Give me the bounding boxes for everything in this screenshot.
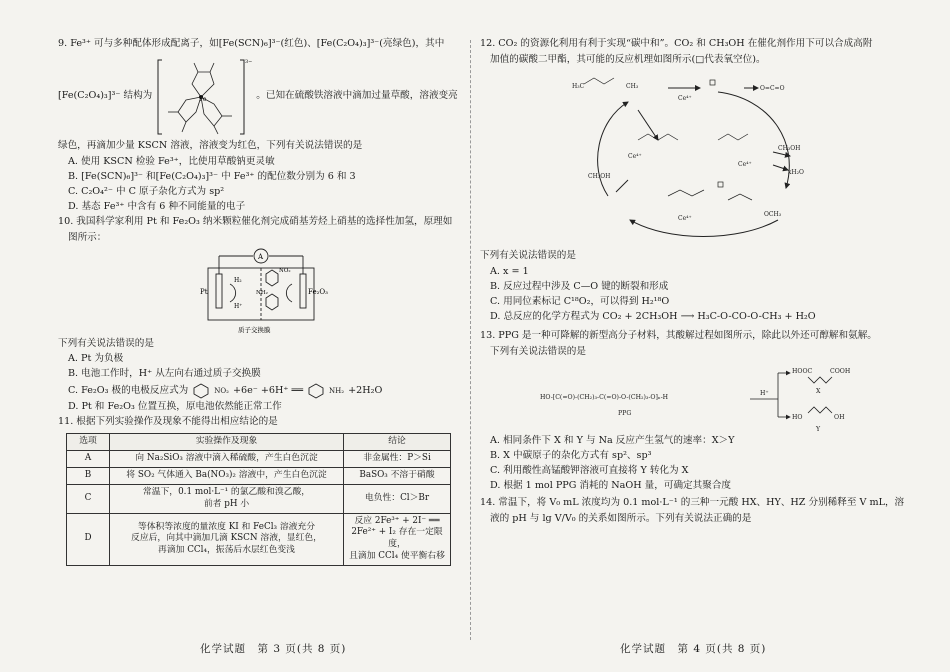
benzene-ring-icon <box>307 383 325 399</box>
ppg-hydrolysis-figure <box>538 361 848 433</box>
row-b-option: B <box>67 467 110 484</box>
row-d-con-line-2: 2Fe²⁺ + I₂ 存在一定限度， <box>351 527 443 550</box>
right-page <box>480 38 905 529</box>
q13-option-c: C. 利用酸性高锰酸钾溶液可直接将 Y 转化为 X <box>490 465 689 477</box>
row-b-conclusion: BaSO₃ 不溶于硝酸 <box>344 467 451 484</box>
header-option: 选项 <box>67 434 110 451</box>
table-row <box>67 513 451 566</box>
q10-option-c-nh2: NH₂ <box>329 386 345 395</box>
q10-stem-1: 10. 我国科学家利用 Pt 和 Fe₂O₃ 纳米颗粒催化剂完成硝基芳烃上硝基的选择性加氢，原理如 <box>58 215 453 227</box>
ch3oh-left-label: CH₃OH <box>587 172 610 180</box>
q14-stem-1: 14. 常温下，将 V₀ mL 浓度均为 0.1 mol·L⁻¹ 的三种一元酸 HX、HY、HZ 分别稀释至 V mL，溶 <box>480 497 905 509</box>
row-c-op-line-2: 前者 pH 小 <box>203 498 250 509</box>
q10-option-b: B. 电池工作时，H⁺ 从左向右通过质子交换膜 <box>68 368 261 380</box>
q12-lead: 下列有关说法错误的是 <box>480 249 576 261</box>
q9-stem-1: 9. Fe³⁺ 可与多种配体形成配离子，如[Fe(SCN)₆]³⁻(红色)、[Fe(C₂O₄)₃]³⁻(亮绿色)，其中 <box>58 38 445 49</box>
row-d-conclusion <box>344 513 451 566</box>
q14-stem-2: 液的 pH 与 lg V/V₀ 的关系如图所示。下列有关说法正确的是 <box>490 513 752 525</box>
q9-stem-4: 绿色，再滴加少量 KSCN 溶液，溶液变为红色，下列有关说法错误的是 <box>58 139 363 151</box>
row-a-operation: 向 Na₂SiO₃ 溶液中滴入稀硫酸，产生白色沉淀 <box>110 451 344 468</box>
row-a-option: A <box>67 451 110 468</box>
q10-option-a: A. Pt 为负极 <box>68 353 124 365</box>
row-a-conclusion: 非金属性：P＞Si <box>344 451 451 468</box>
ce-site-bottom: Ce⁴⁺ <box>677 214 692 222</box>
product-ch3: CH₃ <box>625 82 638 90</box>
q10-option-d: D. Pt 和 Fe₂O₃ 位置互换，原电池依然能正常工作 <box>68 401 282 413</box>
q13-option-a: A. 相同条件下 X 和 Y 与 Na 反应产生氢气的速率：X＞Y <box>490 435 735 447</box>
q12-stem-2: 加值的碳酸二甲酯，其可能的反应机理如图所示(□代表氧空位)。 <box>490 53 766 65</box>
row-d-operation <box>110 513 344 566</box>
pt-label: Pt <box>199 287 208 296</box>
hplus-label: H⁺ <box>233 302 242 310</box>
q12-option-c: C. 用同位素标记 C¹⁸O₂，可以得到 H₂¹⁸O <box>490 295 670 307</box>
row-c-operation <box>110 484 344 513</box>
table-row <box>67 451 451 468</box>
y-ho: HO <box>791 414 802 422</box>
x-label: X <box>815 388 820 396</box>
q12-option-b: B. 反应过程中涉及 C—O 键的断裂和形成 <box>490 280 669 292</box>
row-c-conclusion: 电负性：Cl＞Br <box>344 484 451 513</box>
row-d-con-line-3: 且滴加 CCl₄ 使平衡右移 <box>349 551 445 562</box>
fe2o3-label: Fe₂O₃ <box>307 287 328 296</box>
q10-lead: 下列有关说法错误的是 <box>58 337 154 349</box>
q9-stem-3: 。已知在硫酸铁溶液中滴加过量草酸，溶液变亮 <box>256 90 458 102</box>
right-page-footer: 化学试题 第 4 页(共 8 页) <box>620 643 767 655</box>
q9-structure-line <box>58 54 463 140</box>
q9-option-c: C. C₂O₄²⁻ 中 C 原子杂化方式为 sp² <box>68 185 225 197</box>
q11-experiment-table <box>66 433 451 566</box>
table-row <box>67 484 451 513</box>
nh2-label: NH₂ <box>255 289 268 296</box>
q12-option-d: D. 总反应的化学方程式为 CO₂ + 2CH₃OH ⟶ H₃C-O-CO-O-CH₃ + H₂O <box>490 310 816 322</box>
q12-stem-1: 12. CO₂ 的资源化利用有利于实现“碳中和”。CO₂ 和 CH₃OH 在催化剂作用下可以合成高附 <box>480 38 873 49</box>
y-oh: OH <box>833 414 844 422</box>
co2-label: O=C=O <box>759 84 784 92</box>
row-c-option: C <box>67 484 110 513</box>
ppg-label: PPG <box>617 410 631 418</box>
row-c-op-line-1: 常温下，0.1 mol·L⁻¹ 的氯乙酸和溴乙酸， <box>142 486 311 497</box>
row-d-op-line-3: 再滴加 CCl₄，振荡后水层红色变浅 <box>158 545 295 556</box>
hplus-catalyst: H⁺ <box>759 390 769 398</box>
header-conclusion: 结论 <box>344 434 451 451</box>
q9-option-b: B. [Fe(SCN)₆]³⁻ 和[Fe(C₂O₄)₃]³⁻ 中 Fe³⁺ 的配位数分别为 6 和 3 <box>68 170 356 182</box>
left-page-footer: 化学试题 第 3 页(共 8 页) <box>200 643 347 655</box>
product-h3c: H₃C <box>571 82 584 90</box>
page-divider <box>470 40 471 640</box>
table-row <box>67 467 451 484</box>
q10-option-c-mid: +6e⁻ +6H⁺ ══ <box>232 384 304 396</box>
q10-option-c-end: +2H₂O <box>348 384 383 396</box>
ch3oh-right-label: CH₃OH <box>777 144 800 152</box>
left-page <box>58 38 463 566</box>
q10-option-c <box>68 383 463 399</box>
och3-label: OCH₃ <box>763 210 781 218</box>
x-cooh: COOH <box>829 368 850 376</box>
y-label: Y <box>815 426 820 434</box>
membrane-label: 质子交换膜 <box>237 325 270 334</box>
q13-lead: 下列有关说法错误的是 <box>490 345 586 357</box>
no2-label: NO₂ <box>278 267 291 274</box>
row-d-op-line-1: 等体积等浓度的量浓度 KI 和 FeCl₃ 溶液充分 <box>137 521 316 532</box>
ammeter-label: A <box>257 252 263 261</box>
q9-option-d: D. 基态 Fe³⁺ 中含有 6 种不同能量的电子 <box>68 200 246 212</box>
header-operation: 实验操作及现象 <box>110 434 344 451</box>
q13-stem: 13. PPG 是一种可降解的新型高分子材料，其酸解过程如图所示，除此以外还可醇解和氨解。 <box>480 329 877 341</box>
struct-charge: 3− <box>245 58 253 65</box>
h2-label: H₂ <box>233 276 242 284</box>
q11-stem: 11. 根据下列实验操作及现象不能得出相应结论的是 <box>58 416 278 428</box>
ce-site-left: Ce⁴⁺ <box>627 152 642 160</box>
q9-option-a: A. 使用 KSCN 检验 Fe³⁺，比使用草酸钠更灵敏 <box>68 155 275 167</box>
ce-site-right: Ce⁴⁺ <box>737 160 752 168</box>
fe-oxalate-structure <box>156 54 252 140</box>
catalytic-cycle-figure <box>568 70 818 248</box>
ce-site-top: Ce⁴⁺ <box>677 94 692 102</box>
ppg-formula: HO-[C(=O)-(CH₂)₃-C(=O)-O-(CH₂)₃-O]ₙ-H <box>539 394 668 402</box>
q10-stem-2: 图所示： <box>68 231 107 243</box>
q10-option-c-no2: NO₂ <box>214 386 229 395</box>
q12-option-a: A. x = 1 <box>490 265 529 277</box>
q13-option-b: B. X 中碳原子的杂化方式有 sp²、sp³ <box>490 450 652 462</box>
electrolysis-cell-figure <box>186 248 336 336</box>
water-label: xH₂O <box>787 168 804 176</box>
table-header-row <box>67 434 451 451</box>
q10-option-c-prefix: C. Fe₂O₃ 极的电极反应式为 <box>68 384 189 396</box>
row-d-option: D <box>67 513 110 566</box>
q9-stem-2: [Fe(C₂O₄)₃]³⁻ 结构为 <box>58 90 153 102</box>
row-d-op-line-2: 反应后，向其中滴加几滴 KSCN 溶液，显红色， <box>131 533 322 544</box>
benzene-ring-icon <box>192 383 210 399</box>
x-hooc: HOOC <box>791 368 812 376</box>
struct-fe-label: Fe <box>199 95 207 103</box>
q13-option-d: D. 根据 1 mol PPG 消耗的 NaOH 量，可确定其聚合度 <box>490 480 732 492</box>
row-d-con-line-1: 反应 2Fe³⁺ + 2I⁻ ══ <box>354 515 440 526</box>
row-b-operation: 将 SO₂ 气体通入 Ba(NO₃)₂ 溶液中，产生白色沉淀 <box>110 467 344 484</box>
